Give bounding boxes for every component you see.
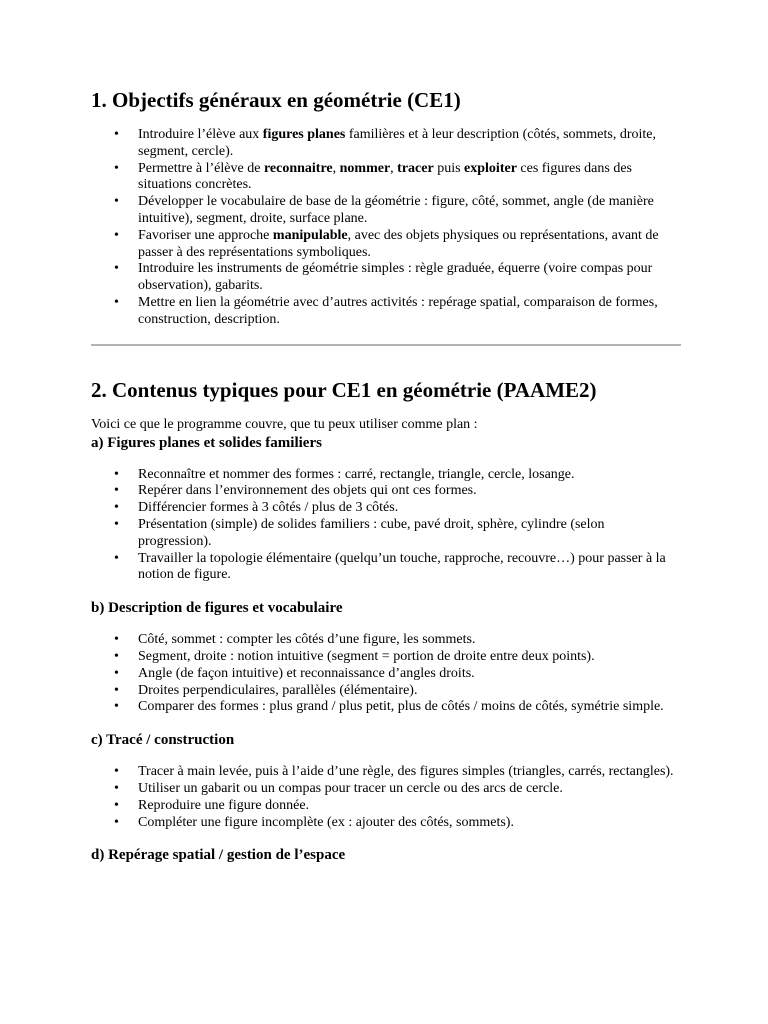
emphasis-text: exploiter (464, 160, 517, 176)
emphasis-text: reconnaitre (263, 160, 333, 176)
section-divider (91, 344, 681, 346)
list-item: • Utiliser un gabarit ou un compas pour tracer un cercle ou des arcs de cercle. (91, 781, 681, 798)
subsection-c-title: c) Tracé / construction (91, 732, 235, 749)
section-2-title: 2. Contenus typiques pour CE1 en géométrie (PAAME2) (91, 377, 597, 402)
list-item: • Côté, sommet : compter les côtés d’une figure, les sommets. (91, 632, 681, 649)
list-item: • Présentation (simple) de solides familiers : cube, pavé droit, sphère, cylindre (selon progression). (91, 517, 681, 551)
emphasis-text: manipulable (272, 227, 348, 243)
objective-item: • Développer le vocabulaire de base de la géométrie : figure, côté, sommet, angle (de manière intuitive), segment, droite, surface plane. (91, 194, 681, 228)
list-item: • Droites perpendiculaires, parallèles (élémentaire). (91, 683, 681, 700)
list-item: • Reconnaître et nommer des formes : carré, rectangle, triangle, cercle, losange. (91, 467, 681, 484)
section-1-title: 1. Objectifs généraux en géométrie (CE1) (91, 88, 461, 112)
subsection-a-list (91, 467, 681, 585)
list-item: • Segment, droite : notion intuitive (segment = portion de droite entre deux points). (91, 649, 681, 666)
section-2-intro: Voici ce que le programme couvre, que tu peux utiliser comme plan : (91, 416, 478, 432)
emphasis-text: tracer (397, 160, 434, 176)
subsection-d-title: d) Repérage spatial / gestion de l’espace (91, 847, 346, 864)
list-item: • Comparer des formes : plus grand / plus petit, plus de côtés / moins de côtés, symétrie simple. (91, 699, 681, 716)
subsection-b-title: b) Description de figures et vocabulaire (91, 600, 343, 617)
objective-item: • Introduire les instruments de géométrie simples : règle graduée, équerre (voire compas pour observation), gabarits. (91, 261, 681, 295)
list-item: • Différencier formes à 3 côtés / plus de 3 côtés. (91, 500, 681, 517)
subsection-b-list (91, 632, 681, 716)
list-item: • Angle (de façon intuitive) et reconnaissance d’angles droits. (91, 666, 681, 683)
subsection-a-title: a) Figures planes et solides familiers (91, 434, 322, 451)
list-item: • Travailler la topologie élémentaire (quelqu’un touche, rapproche, recouvre…) pour passer à la notion de figure. (91, 551, 681, 585)
emphasis-text: figures planes (262, 127, 346, 142)
document-content (91, 86, 681, 879)
objectives-list (91, 127, 681, 329)
emphasis-text: nommer (339, 160, 391, 176)
subsection-c-list (91, 764, 681, 831)
list-item: • Reproduire une figure donnée. (91, 798, 681, 815)
list-item: • Tracer à main levée, puis à l’aide d’une règle, des figures simples (triangles, carrés, rectangles). (91, 764, 681, 781)
list-item: • Repérer dans l’environnement des objets qui ont ces formes. (91, 483, 681, 500)
objective-item: • Favoriser une approche manipulable, avec des objets physiques ou représentations, avant de passer à des représentations symboliques. (91, 228, 681, 262)
objective-item: • Permettre à l’élève de reconnaitre, nommer, tracer puis exploiter ces figures dans des situations concrètes. (91, 161, 681, 195)
list-item: • Compléter une figure incomplète (ex : ajouter des côtés, sommets). (91, 815, 681, 832)
objective-item: • Mettre en lien la géométrie avec d’autres activités : repérage spatial, comparaison de formes, construction, description. (91, 295, 681, 329)
objective-item: • Introduire l’élève aux figures planes familières et à leur description (côtés, sommets, droite, segment, cercle). (91, 127, 681, 161)
